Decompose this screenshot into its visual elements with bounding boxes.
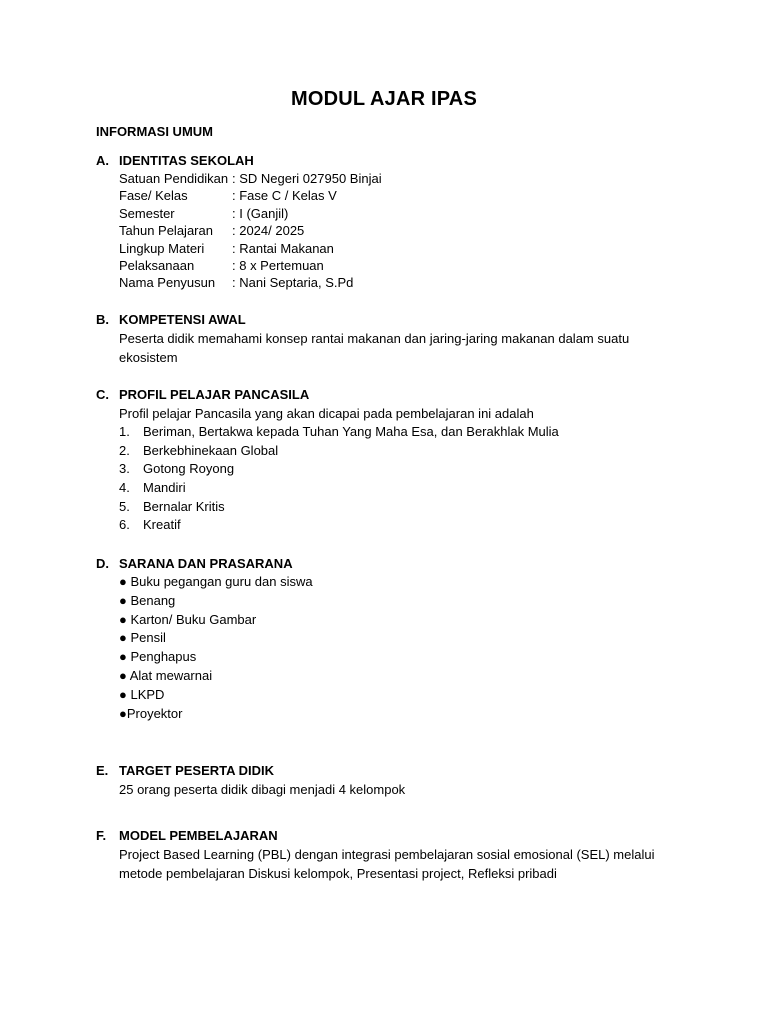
- list-text: Berkebhinekaan Global: [143, 442, 279, 458]
- identity-key: Satuan Pendidikan: [119, 171, 229, 186]
- section-title: SARANA DAN PRASARANA: [119, 556, 293, 571]
- bullet-item: ●Proyektor: [119, 705, 183, 721]
- identity-table: [119, 170, 676, 292]
- section-letter: C.: [96, 387, 109, 402]
- section-heading: [96, 386, 676, 404]
- info-umum-heading: INFORMASI UMUM: [96, 124, 213, 139]
- identity-row: [119, 257, 676, 274]
- identity-row: [119, 222, 676, 239]
- section-title: PROFIL PELAJAR PANCASILA: [119, 387, 310, 402]
- bullet-item: ● Benang: [119, 592, 176, 608]
- section-target-peserta-didik: [96, 762, 676, 799]
- identity-value: : SD Negeri 027950 Binjai: [232, 171, 382, 186]
- identity-key: Lingkup Materi: [119, 240, 205, 256]
- identity-value: : Nani Septaria, S.Pd: [232, 275, 354, 291]
- section-letter: D.: [96, 556, 109, 571]
- section-identitas-sekolah: [96, 152, 676, 292]
- section-model-pembelajaran: [96, 827, 676, 883]
- section-letter: E.: [96, 763, 109, 778]
- section-profil-pelajar-pancasila: [96, 386, 676, 535]
- identity-row: [119, 187, 676, 204]
- section-heading: [96, 311, 676, 329]
- list-text: Bernalar Kritis: [143, 498, 225, 514]
- list-text: Gotong Royong: [143, 461, 235, 477]
- identity-key: Tahun Pelajaran: [119, 223, 213, 239]
- list-number: 4.: [119, 480, 130, 496]
- list-number: 2.: [119, 442, 130, 458]
- section-heading: [96, 555, 676, 573]
- identity-row: [119, 274, 676, 291]
- list-number: 3.: [119, 461, 130, 477]
- identity-value: : Fase C / Kelas V: [232, 188, 337, 204]
- list-number: 5.: [119, 498, 130, 514]
- list-item: [119, 442, 676, 461]
- section-paragraph: Peserta didik memahami konsep rantai makanan dan jaring-jaring makanan dalam suatu ekosistem: [119, 331, 630, 365]
- section-letter: B.: [96, 312, 109, 327]
- list-item: [119, 498, 676, 517]
- section-title: MODEL PEMBELAJARAN: [119, 828, 278, 843]
- identity-value: : I (Ganjil): [232, 205, 289, 221]
- bullet-item: ● LKPD: [119, 686, 165, 702]
- section-intro: Profil pelajar Pancasila yang akan dicapai pada pembelajaran ini adalah: [119, 406, 534, 421]
- identity-key: Fase/ Kelas: [119, 188, 188, 204]
- list-item: [119, 423, 676, 442]
- bullet-item: ● Penghapus: [119, 649, 197, 665]
- section-title: IDENTITAS SEKOLAH: [119, 153, 254, 168]
- list-text: Beriman, Bertakwa kepada Tuhan Yang Maha Esa, dan Berakhlak Mulia: [143, 424, 559, 439]
- section-letter: A.: [96, 153, 109, 168]
- identity-value: : 8 x Pertemuan: [232, 257, 324, 273]
- section-title: KOMPETENSI AWAL: [119, 312, 246, 327]
- profil-list: [119, 404, 676, 535]
- list-number: 6.: [119, 517, 130, 533]
- section-heading: [96, 762, 676, 780]
- list-item: [119, 516, 676, 535]
- identity-row: [119, 205, 676, 222]
- section-paragraph: Project Based Learning (PBL) dengan integrasi pembelajaran sosial emosional (SEL) melalui metode pembelajaran Diskusi kelompok, Presentasi project, Refleksi pribadi: [119, 847, 655, 881]
- list-item: [119, 460, 676, 479]
- bullet-item: ● Buku pegangan guru dan siswa: [119, 574, 313, 589]
- identity-key: Pelaksanaan: [119, 257, 195, 273]
- page-title: MODUL AJAR IPAS: [291, 88, 477, 110]
- section-heading: [96, 152, 676, 170]
- identity-row: [119, 240, 676, 257]
- section-letter: F.: [96, 828, 107, 843]
- section-heading: [96, 827, 676, 845]
- section-paragraph: 25 orang peserta didik dibagi menjadi 4 kelompok: [119, 782, 406, 797]
- bullet-item: ● Karton/ Buku Gambar: [119, 611, 257, 627]
- section-sarana-prasarana: [96, 555, 676, 723]
- identity-key: Nama Penyusun: [119, 275, 216, 291]
- sarana-list: [119, 573, 676, 723]
- bullet-item: ● Pensil: [119, 630, 166, 646]
- list-number: 1.: [119, 424, 130, 439]
- list-text: Mandiri: [143, 480, 186, 496]
- identity-value: : Rantai Makanan: [232, 240, 334, 256]
- identity-key: Semester: [119, 205, 175, 221]
- identity-row: [119, 170, 676, 187]
- section-kompetensi-awal: [96, 311, 676, 367]
- identity-value: : 2024/ 2025: [232, 223, 305, 239]
- bullet-item: ● Alat mewarnai: [119, 667, 213, 683]
- list-item: [119, 479, 676, 498]
- list-text: Kreatif: [143, 517, 181, 533]
- section-title: TARGET PESERTA DIDIK: [119, 763, 275, 778]
